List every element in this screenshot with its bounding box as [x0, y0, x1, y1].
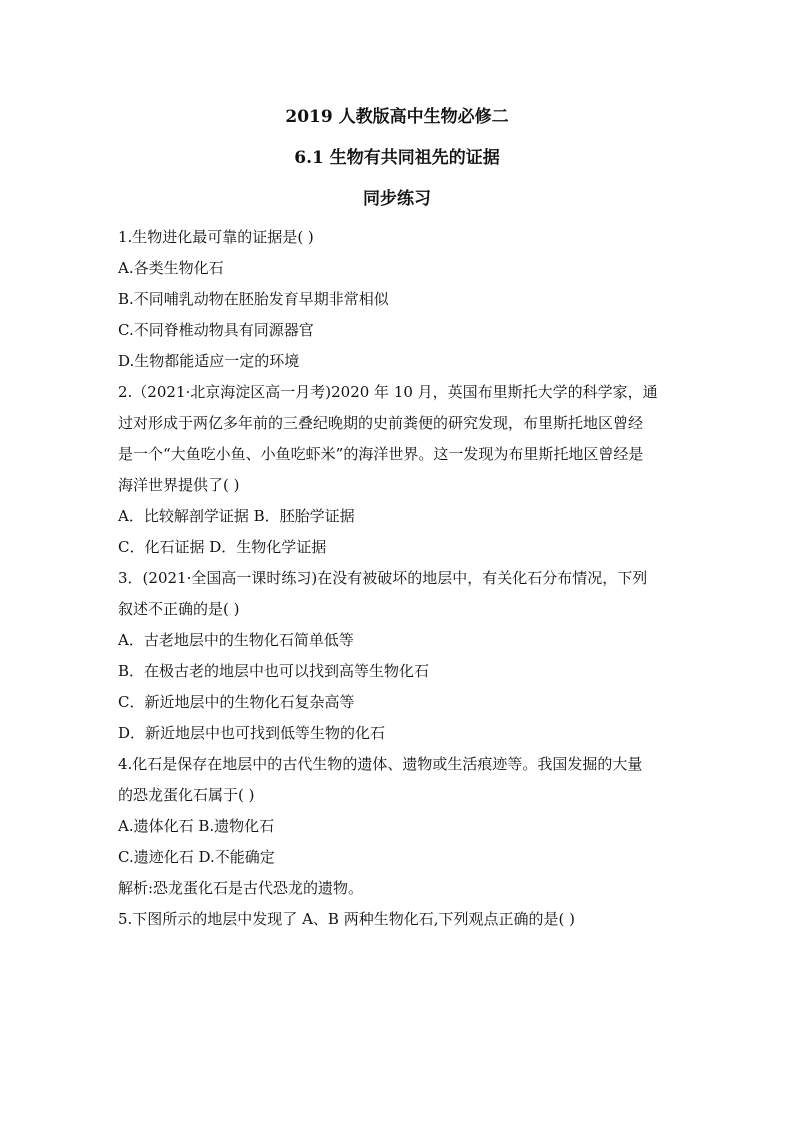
question-1-option-d: D.生物都能适应一定的环境 [118, 352, 300, 370]
question-2-stem-line-1: 2.（2021·北京海淀区高一月考)2020 年 10 月，英国布里斯托大学的科学家，通 [118, 383, 658, 401]
question-1-stem: 1.生物进化最可靠的证据是( ) [118, 228, 314, 246]
question-4-options-ab: A.遗体化石 B.遗物化石 [118, 817, 275, 835]
exercise-heading: 同步练习 [363, 189, 431, 209]
question-1-option-c: C.不同脊椎动物具有同源器官 [118, 321, 314, 339]
question-4-analysis: 解析:恐龙蛋化石是古代恐龙的遗物。 [118, 879, 364, 897]
question-2-options-ab: A．比较解剖学证据 B．胚胎学证据 [118, 507, 355, 525]
section-title: 6.1 生物有共同祖先的证据 [294, 148, 500, 168]
question-2-stem-line-3: 是一个“大鱼吃小鱼、小鱼吃虾米”的海洋世界。这一发现为布里斯托地区曾经是 [118, 445, 644, 463]
question-2-options-cd: C．化石证据 D．生物化学证据 [118, 538, 327, 556]
question-3-option-d: D．新近地层中也可找到低等生物的化石 [118, 724, 386, 742]
question-4-options-cd: C.遗迹化石 D.不能确定 [118, 848, 275, 866]
question-1-option-a: A.各类生物化石 [118, 259, 224, 277]
question-3-option-b: B．在极古老的地层中也可以找到高等生物化石 [118, 662, 430, 680]
question-4-stem-line-2: 的恐龙蛋化石属于( ) [118, 786, 255, 804]
document-title: 2019 人教版高中生物必修二 [285, 107, 509, 127]
question-3-option-a: A．古老地层中的生物化石简单低等 [118, 631, 354, 649]
question-3-option-c: C．新近地层中的生物化石复杂高等 [118, 693, 355, 711]
question-2-stem-line-4: 海洋世界提供了( ) [118, 476, 240, 494]
question-1-option-b: B.不同哺乳动物在胚胎发育早期非常相似 [118, 290, 389, 308]
question-3-stem-line-1: 3．(2021·全国高一课时练习)在没有被破坏的地层中，有关化石分布情况，下列 [118, 569, 648, 587]
question-3-stem-line-2: 叙述不正确的是( ) [118, 600, 240, 618]
question-4-stem-line-1: 4.化石是保存在地层中的古代生物的遗体、遗物或生活痕迹等。我国发掘的大量 [118, 755, 643, 773]
question-2-stem-line-2: 过对形成于两亿多年前的三叠纪晚期的史前粪便的研究发现，布里斯托地区曾经 [118, 414, 644, 432]
question-body [118, 222, 678, 935]
question-5-stem: 5.下图所示的地层中发现了 A、B 两种生物化石,下列观点正确的是( ) [118, 910, 575, 928]
